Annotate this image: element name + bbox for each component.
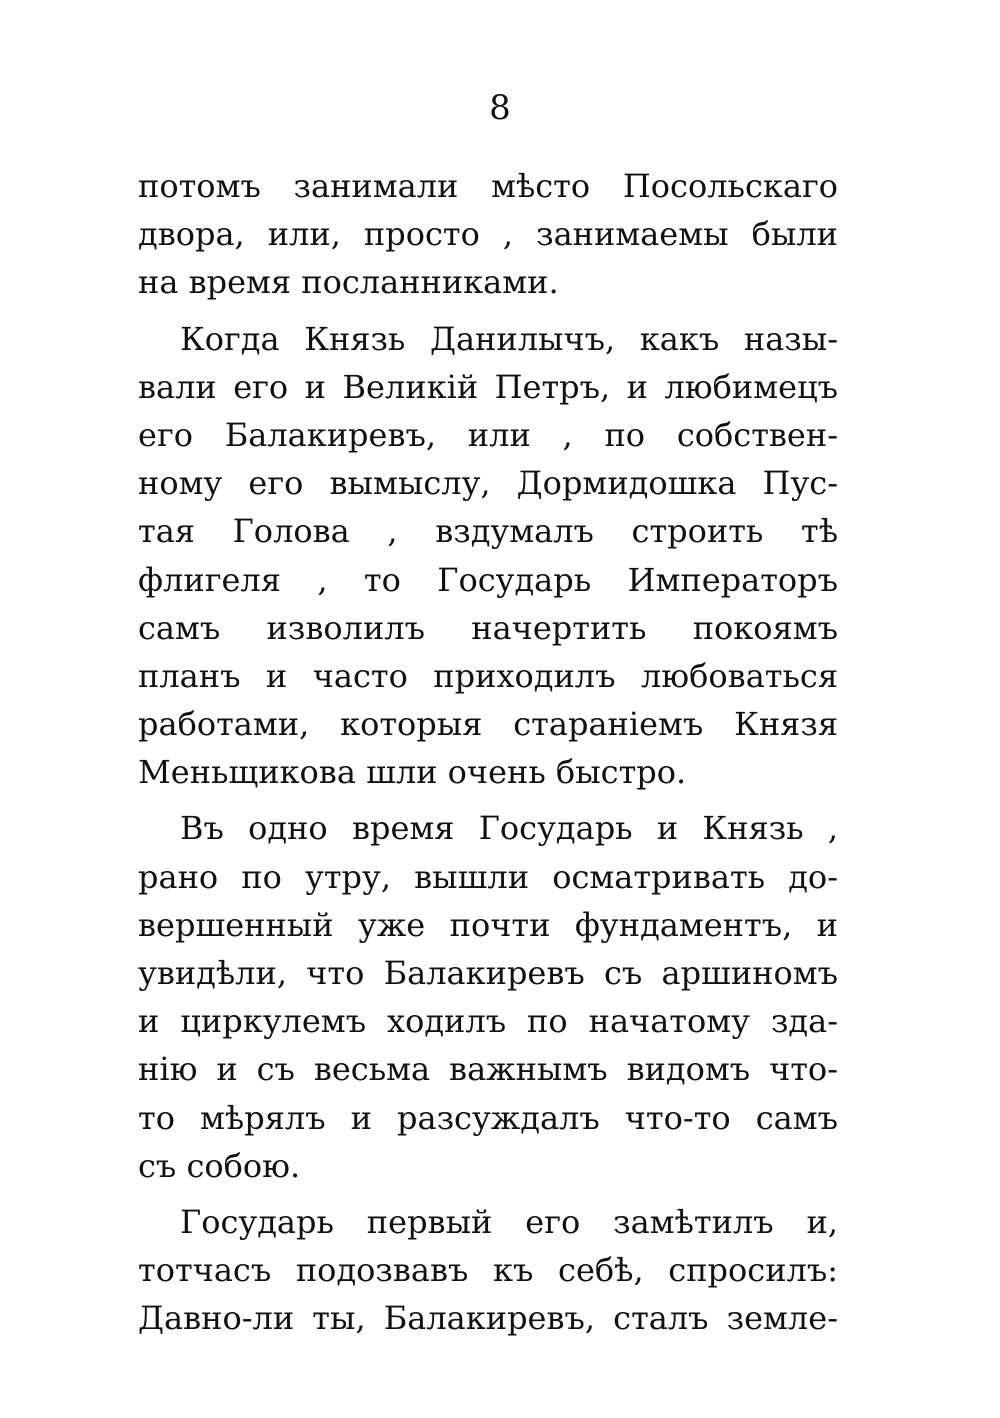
text-line: планъ и часто приходилъ любоваться [138, 656, 838, 695]
text-line: вершенный уже почти фундаментъ, и [138, 905, 838, 944]
text-line: его Балакиревъ, или , по собствен- [138, 415, 838, 454]
paragraph-1 [138, 162, 838, 307]
text-line: двора, или, просто , занимаемы были [138, 215, 838, 254]
paragraph-3 [138, 804, 838, 1190]
text-line: Государь первый его замѣтилъ и, [180, 1202, 838, 1241]
text-line: потомъ занимали мѣсто Посольскаго [138, 167, 838, 205]
text-line: и циркулемъ ходилъ по начатому зда- [138, 1002, 838, 1041]
text-line: нію и съ весьма важнымъ видомъ что- [138, 1050, 838, 1089]
text-line: Меньщикова шли очень быстро. [138, 753, 687, 792]
body-text [138, 162, 838, 1343]
text-line: рано по утру, вышли осматривать до- [138, 857, 838, 896]
text-line: Когда Князь Данилычъ, какъ назы- [180, 319, 838, 358]
text-line: тая Голова , вздумалъ строить тѣ [138, 512, 838, 551]
text-line: на время посланниками. [138, 263, 559, 302]
text-line: флигеля , то Государь Императоръ [138, 560, 838, 599]
text-line: съ собою. [138, 1146, 301, 1185]
text-line: работами, которыя стараніемъ Князя [138, 705, 838, 744]
text-line: вали его и Великій Петръ, и любимецъ [138, 367, 838, 406]
text-line: Давно-ли ты, Балакиревъ, сталъ земле- [138, 1299, 838, 1338]
text-line: самъ изволилъ начертить покоямъ [138, 608, 838, 647]
paragraph-4 [138, 1198, 838, 1343]
text-line: ному его вымыслу, Дормидошка Пус- [138, 464, 838, 503]
text-line: увидѣли, что Балакиревъ съ аршиномъ [138, 954, 838, 992]
text-line: Въ одно время Государь и Князь , [180, 809, 838, 848]
page-number: 8 [489, 88, 511, 128]
text-line: то мѣрялъ и разсуждалъ что-то самъ [138, 1098, 838, 1137]
text-line: тотчасъ подозвавъ къ себѣ, спросилъ: [138, 1251, 838, 1290]
paragraph-2 [138, 315, 838, 797]
